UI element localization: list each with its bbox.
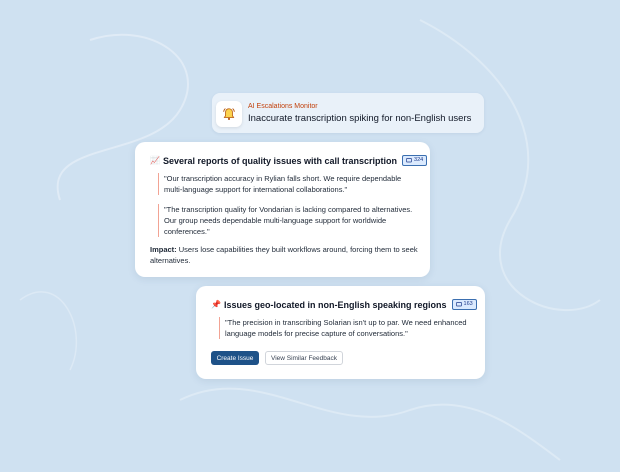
card-header [211,299,477,310]
count-badge[interactable] [402,155,427,166]
pushpin-icon: 📌 [211,299,221,309]
count-value: 324 [414,157,424,163]
impact-label: Impact: [150,245,177,254]
view-similar-feedback-button[interactable]: View Similar Feedback [265,351,343,365]
card-header [150,155,427,166]
create-issue-button[interactable]: Create Issue [211,351,259,365]
chart-increasing-icon: 📈 [150,155,160,165]
message-icon [406,158,412,163]
bell-icon [216,101,242,127]
feedback-quote: "The transcription quality for Vondarian is lacking compared to alternatives. Our group needs dependable multi-language support for worldwide conferences." [158,204,414,237]
card-title: Several reports of quality issues with call transcription [162,155,398,166]
notification-source: AI Escalations Monitor [248,103,318,110]
card-title: Issues geo-located in non-English speaking regions [223,299,447,310]
feedback-quote: "The precision in transcribing Solarian isn't up to par. We need enhanced language models for precise capture of conversations." [219,317,475,339]
impact-text: Users lose capabilities they built workflows around, forcing them to seek alternatives. [150,245,418,265]
count-badge[interactable] [452,299,477,310]
insight-card-geo-issues [196,286,485,379]
insight-card-quality-reports [135,142,430,277]
count-value: 163 [463,301,473,307]
escalation-notification[interactable] [212,93,484,133]
notification-title: Inaccurate transcription spiking for non-English users [248,113,472,124]
message-icon [456,302,462,307]
impact-statement [150,244,420,266]
feedback-quote: "Our transcription accuracy in Rylian falls short. We require dependable multi-language support for international collaborations." [158,173,414,195]
